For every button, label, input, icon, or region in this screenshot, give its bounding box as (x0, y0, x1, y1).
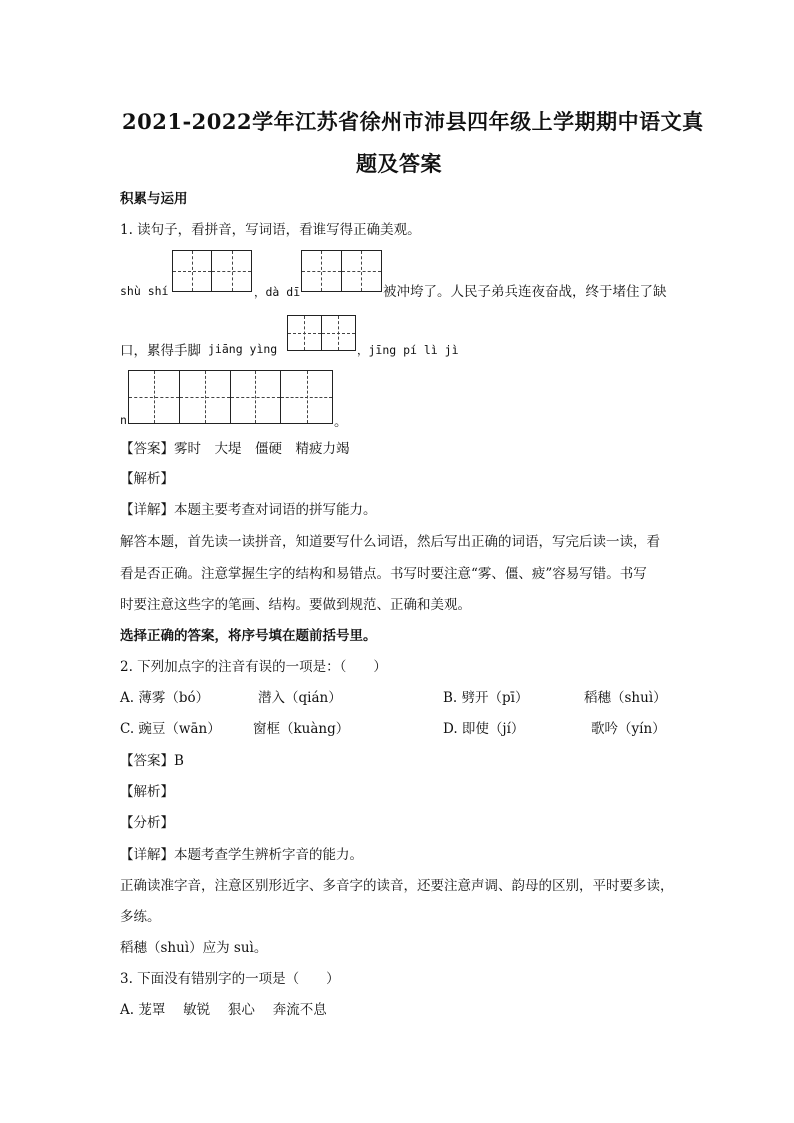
grid-cell[interactable] (129, 371, 180, 423)
q2-option-a2: 潜入（qián） (258, 690, 342, 706)
q2-option-d2: 歌吟（yín） (591, 721, 666, 737)
section-heading-2: 选择正确的答案，将序号填在题前括号里。 (120, 628, 377, 644)
grid-cell[interactable] (281, 371, 332, 423)
q2-analysis: 【解析】 (120, 784, 174, 800)
q1-analysis: 【解析】 (120, 471, 174, 487)
writing-grid-3[interactable] (287, 315, 356, 351)
q1-paragraph-line3: 时要注意这些字的笔画、结构。要做到规范、正确和美观。 (120, 597, 471, 613)
page-title-line1: 2021-2022学年江苏省徐州市沛县四年级上学期期中语文真 (122, 109, 704, 134)
grid-cell[interactable] (173, 251, 212, 291)
question-2-stem: 2. 下列加点字的注音有误的一项是：（ ） (120, 659, 387, 675)
grid-cell[interactable] (180, 371, 231, 423)
sentence-part-2: 口，累得手脚 (120, 343, 201, 359)
q2-detail: 【详解】本题考查学生辨析字音的能力。 (120, 847, 363, 863)
pinyin-tail: n (120, 413, 127, 427)
grid-cell[interactable] (231, 371, 282, 423)
pinyin-jiangying: jiāng yìng (208, 342, 278, 356)
grid-cell[interactable] (322, 316, 356, 350)
question-3-stem: 3. 下面没有错别字的一项是（ ） (120, 971, 340, 987)
question-1-stem: 1. 读句子，看拼音，写词语，看谁写得正确美观。 (120, 222, 421, 238)
q1-paragraph-line2: 看是否正确。注意掌握生字的结构和易错点。书写时要注意“雾、僵、疲”容易写错。书写 (120, 566, 647, 582)
section-heading-1: 积累与运用 (120, 191, 188, 207)
q2-paragraph-line2: 多练。 (120, 909, 161, 925)
q2-paragraph-line1: 正确读准字音，注意区别形近字、多音字的读音，还要注意声调、韵母的区别，平时要多读， (120, 878, 674, 894)
writing-grid-4[interactable] (128, 370, 333, 424)
q2-option-c1: C. 豌豆（wān） (120, 721, 221, 737)
writing-grid-1[interactable] (172, 250, 252, 292)
q2-note: 稻穗（shuì）应为 suì。 (120, 940, 268, 956)
grid-cell[interactable] (302, 251, 342, 291)
pinyin-shushi: shù shí (120, 284, 169, 298)
sentence-end: 。 (334, 414, 348, 430)
q3-option-a: A. 茏罩 敏锐 狠心 奔流不息 (120, 1002, 327, 1018)
grid-cell[interactable] (342, 251, 382, 291)
page-title-line2: 题及答案 (356, 151, 442, 176)
q1-paragraph-line1: 解答本题，首先读一读拼音，知道要写什么词语，然后写出正确的词语，写完后读一读，看 (120, 534, 660, 550)
q2-option-c2: 窗框（kuàng） (253, 721, 350, 737)
pinyin-dadi: ，dà dī (254, 285, 301, 299)
pinyin-jingpiliji: ，jīng pí lì jì (357, 343, 459, 357)
q2-option-a1: A. 薄雾（bó） (120, 690, 210, 706)
q2-answer: 【答案】B (120, 753, 184, 769)
writing-grid-2[interactable] (301, 250, 382, 292)
q1-answer: 【答案】雾时 大堤 僵硬 精疲力竭 (120, 441, 350, 457)
q2-option-d1: D. 即使（jí） (443, 721, 525, 737)
q2-option-b2: 稻穗（shuì） (584, 690, 667, 706)
q2-option-b1: B. 劈开（pī） (443, 690, 529, 706)
sentence-part-1: 被冲垮了。人民子弟兵连夜奋战，终于堵住了缺 (383, 284, 667, 300)
grid-cell[interactable] (212, 251, 251, 291)
grid-cell[interactable] (288, 316, 322, 350)
q1-detail: 【详解】本题主要考查对词语的拼写能力。 (120, 502, 377, 518)
q2-fenxi: 【分析】 (120, 815, 174, 831)
